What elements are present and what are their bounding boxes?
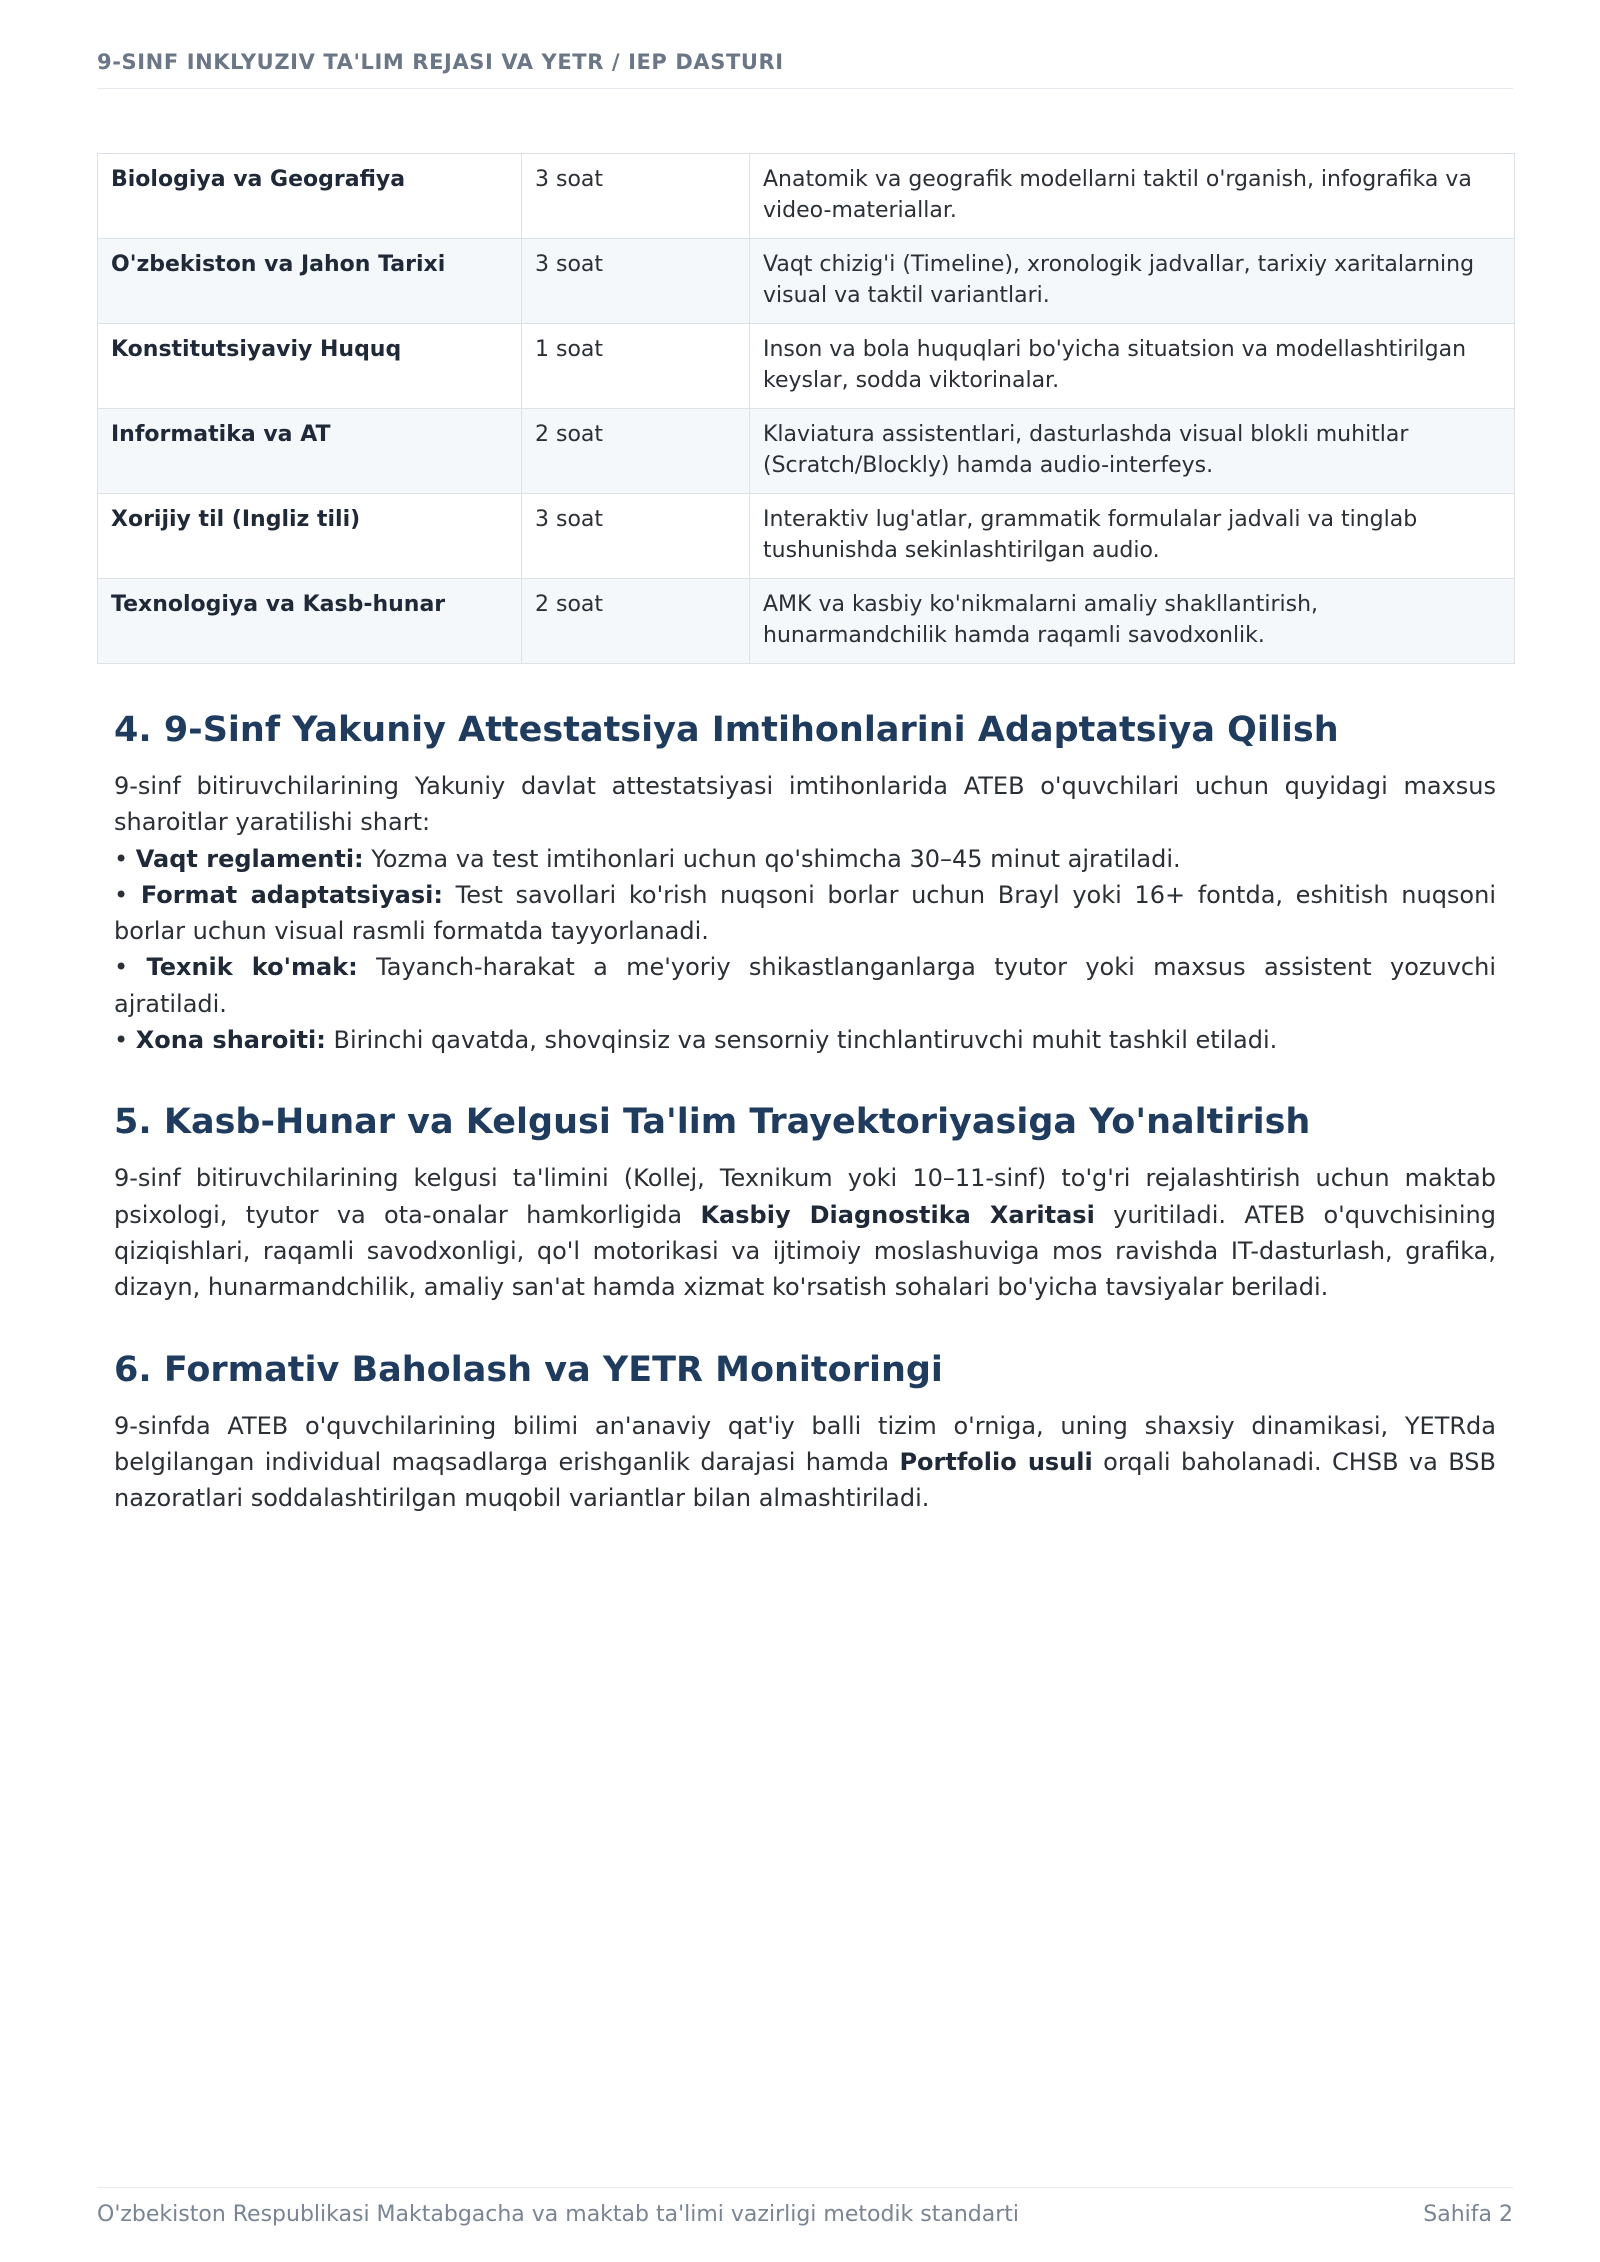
hours-cell: 1 soat: [522, 324, 750, 409]
running-header: 9-SINF INKLYUZIV TA'LIM REJASI VA YETR / IEP DASTURI: [97, 50, 1513, 89]
table-row: [98, 324, 1515, 409]
table-row: [98, 579, 1515, 664]
paragraph-text: 9-sinf bitiruvchilarining kelgusi ta'limini (Kollej, Texnikum yoki 10–11-sinf) to'g'ri rejalashtirish uchun maktab psixologi, tyutor va ota-onalar hamkorligida: [114, 1164, 1496, 1229]
bullet-label: Vaqt reglamenti:: [135, 844, 364, 873]
subject-cell: O'zbekiston va Jahon Tarixi: [98, 239, 522, 324]
paragraph-bold: Kasbiy Diagnostika Xaritasi: [700, 1200, 1095, 1229]
bullet-item: • Vaqt reglamenti: Yozma va test imtihonlari uchun qo'shimcha 30–45 minut ajratiladi.: [114, 844, 1181, 873]
section-heading: 6. Formativ Baholash va YETR Monitoringi: [114, 1349, 943, 1390]
paragraph-bold: Portfolio usuli: [899, 1447, 1093, 1476]
bullet-text: Birinchi qavatda, shovqinsiz va sensorniy tinchlantiruvchi muhit tashkil etiladi.: [325, 1026, 1278, 1055]
section-intro: 9-sinf bitiruvchilarining Yakuniy davlat attestatsiyasi imtihonlarida ATEB o'quvchilari uchun quyidagi maxsus sharoitlar yaratilishi shart:: [114, 772, 1496, 837]
method-cell: Inson va bola huquqlari bo'yicha situatsion va modellashtirilgan keyslar, sodda viktorinalar.: [750, 324, 1515, 409]
footer-source: O'zbekiston Respublikasi Maktabgacha va maktab ta'limi vazirligi metodik standarti: [97, 2202, 1020, 2227]
subject-cell: Xorijiy til (Ingliz tili): [98, 494, 522, 579]
paragraph-text: orqali baholanadi. CHSB va BSB nazoratlari soddalashtirilgan muqobil variantlar bilan almashtiriladi.: [114, 1447, 1496, 1513]
subject-cell: Informatika va AT: [98, 409, 522, 494]
bullet-item: • Format adaptatsiyasi: Test savollari ko'rish nuqsoni borlar uchun Brayl yoki 16+ fontda, eshitish nuqsoni borlar uchun visual rasmli formatda tayyorlanadi.: [114, 880, 1496, 946]
table-row: [98, 154, 1515, 239]
hours-cell: 3 soat: [522, 239, 750, 324]
table-row: [98, 494, 1515, 579]
method-cell: Anatomik va geografik modellarni taktil o'rganish, infografika va video-materiallar.: [750, 154, 1515, 239]
bullet-text: Tayanch-harakat a me'yoriy shikastlanganlarga tyutor yoki maxsus assistent yozuvchi ajratiladi.: [114, 953, 1497, 1018]
bullet-text: Test savollari ko'rish nuqsoni borlar uchun Brayl yoki 16+ fontda, eshitish nuqsoni borlar uchun visual rasmli formatda tayyorlanadi.: [114, 880, 1496, 946]
bullet-label: Texnik ko'mak:: [146, 953, 358, 982]
method-cell: Interaktiv lug'atlar, grammatik formulalar jadvali va tinglab tushunishda sekinlashtirilgan audio.: [750, 494, 1515, 579]
section-paragraph: [114, 1160, 1496, 1305]
section-exam-adaptation: [114, 706, 1496, 1058]
bullet-item: • Xona sharoiti: Birinchi qavatda, shovqinsiz va sensorniy tinchlantiruvchi muhit tashkil etiladi.: [114, 1026, 1278, 1055]
bullet-label: Format adaptatsiyasi:: [140, 880, 443, 909]
paragraph-text: 9-sinfda ATEB o'quvchilarining bilimi an'anaviy qat'iy balli tizim o'rniga, uning shaxsiy dinamikasi, YETRda belgilangan individual maqsadlarga erishganlik darajasi hamda: [114, 1411, 1496, 1476]
subject-cell: Konstitutsiyaviy Huquq: [98, 324, 522, 409]
subject-cell: Biologiya va Geografiya: [98, 154, 522, 239]
main-content: [114, 706, 1496, 1556]
method-cell: Klaviatura assistentlari, dasturlashda visual blokli muhitlar (Scratch/Blockly) hamda audio-interfeys.: [750, 409, 1515, 494]
table-row: [98, 409, 1515, 494]
hours-cell: 2 soat: [522, 409, 750, 494]
method-cell: AMK va kasbiy ko'nikmalarni amaliy shakllantirish, hunarmandchilik hamda raqamli savodxonlik.: [750, 579, 1515, 664]
section-career-orientation: [114, 1098, 1496, 1305]
subject-cell: Texnologiya va Kasb-hunar: [98, 579, 522, 664]
table-row: [98, 239, 1515, 324]
hours-cell: 2 soat: [522, 579, 750, 664]
hours-cell: 3 soat: [522, 494, 750, 579]
bullet-item: • Texnik ko'mak: Tayanch-harakat a me'yoriy shikastlanganlarga tyutor yoki maxsus assistent yozuvchi ajratiladi.: [114, 953, 1497, 1018]
page-number: Sahifa 2: [1423, 2202, 1513, 2227]
method-cell: Vaqt chizig'i (Timeline), xronologik jadvallar, tarixiy xaritalarning visual va taktil variantlari.: [750, 239, 1515, 324]
bullet-text: Yozma va test imtihonlari uchun qo'shimcha 30–45 minut ajratiladi.: [363, 844, 1181, 873]
page-footer: [97, 2187, 1513, 2227]
section-heading: 4. 9-Sinf Yakuniy Attestatsiya Imtihonlarini Adaptatsiya Qilish: [114, 710, 1339, 750]
hours-cell: 3 soat: [522, 154, 750, 239]
section-heading: 5. Kasb-Hunar va Kelgusi Ta'lim Trayektoriyasiga Yo'naltirish: [114, 1102, 1311, 1143]
curriculum-table: [97, 153, 1515, 664]
section-formative-assessment: [114, 1346, 1496, 1517]
section-paragraph: [114, 1408, 1496, 1517]
paragraph-text: yuritiladi. ATEB o'quvchisining qiziqishlari, raqamli savodxonligi, qo'l motorikasi va ijtimoiy moslashuviga mos ravishda IT-dasturlash, grafika, dizayn, hunarmandchilik, amaliy san'at hamda xizmat ko'rsatish sohalari bo'yicha tavsiyalar beriladi.: [114, 1200, 1496, 1302]
bullet-label: Xona sharoiti:: [135, 1026, 326, 1055]
